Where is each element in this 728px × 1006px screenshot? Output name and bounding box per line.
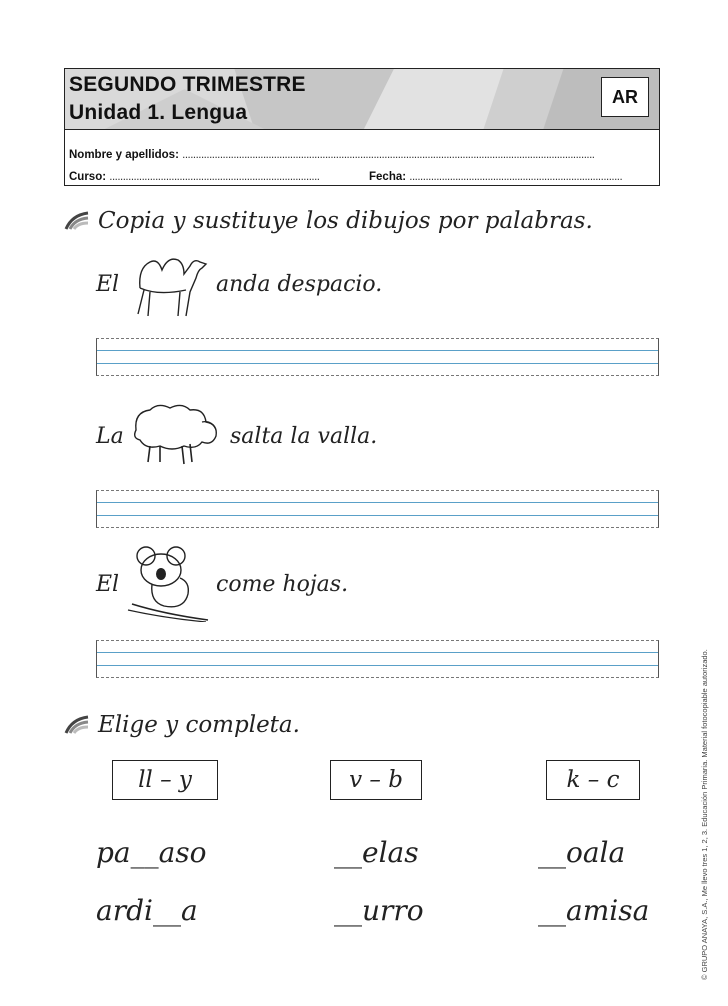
- writing-lines-3[interactable]: [96, 640, 659, 678]
- exercise2-instruction: [64, 712, 300, 738]
- course-label: Curso:: [69, 171, 107, 183]
- course-field[interactable]: [69, 171, 319, 183]
- level-badge: AR: [601, 77, 649, 117]
- exercise1-instruction-text: Copia y sustituye los dibujos por palabras.: [98, 208, 593, 234]
- sheep-icon: [128, 400, 224, 468]
- name-field[interactable]: [69, 149, 594, 161]
- header-title-trimester: SEGUNDO TRIMESTRE: [69, 73, 306, 96]
- koala-icon: [124, 544, 210, 622]
- wifi-swoosh-icon: [64, 211, 90, 231]
- sentence2-after: salta la valla.: [230, 424, 378, 449]
- word-fill-5[interactable]: __urro: [334, 894, 424, 927]
- option-box-v-b: v – b: [330, 760, 422, 800]
- word-fill-3[interactable]: __oala: [538, 836, 626, 869]
- sentence1-after: anda despacio.: [216, 272, 383, 297]
- header-title-unit: Unidad 1. Lengua: [69, 101, 248, 124]
- option-box-k-c: k – c: [546, 760, 640, 800]
- word-fill-2[interactable]: __elas: [334, 836, 419, 869]
- word-fill-1[interactable]: pa__aso: [96, 836, 207, 869]
- writing-lines-1[interactable]: [96, 338, 659, 376]
- wifi-swoosh-icon: [64, 715, 90, 735]
- option-box-ll-y: ll – y: [112, 760, 218, 800]
- writing-lines-2[interactable]: [96, 490, 659, 528]
- exercise2-instruction-text: Elige y completa.: [98, 712, 300, 738]
- sentence3-before: El: [96, 572, 120, 597]
- camel-icon: [128, 248, 212, 320]
- worksheet-header: [64, 68, 660, 186]
- title-band: [65, 69, 659, 130]
- date-label: Fecha:: [369, 171, 407, 183]
- date-dotted-line[interactable]: ...............................................................................: [409, 171, 623, 183]
- word-fill-6[interactable]: __amisa: [538, 894, 650, 927]
- sentence2-before: La: [96, 424, 124, 449]
- copyright-notice: © GRUPO ANAYA, S.A., Me llevo tres 1, 2, 3. Educación Primaria. Material fotocopiable autorizado.: [700, 649, 709, 980]
- course-dotted-line[interactable]: ..............................................................................: [109, 171, 320, 183]
- exercise1-instruction: [64, 208, 593, 234]
- sentence1-before: El: [96, 272, 120, 297]
- sentence3-after: come hojas.: [216, 572, 349, 597]
- word-fill-4[interactable]: ardi__a: [96, 894, 198, 927]
- name-label: Nombre y apellidos:: [69, 149, 179, 161]
- name-dotted-line[interactable]: .........................................................................................................................................................: [182, 149, 595, 161]
- date-field[interactable]: [369, 171, 622, 183]
